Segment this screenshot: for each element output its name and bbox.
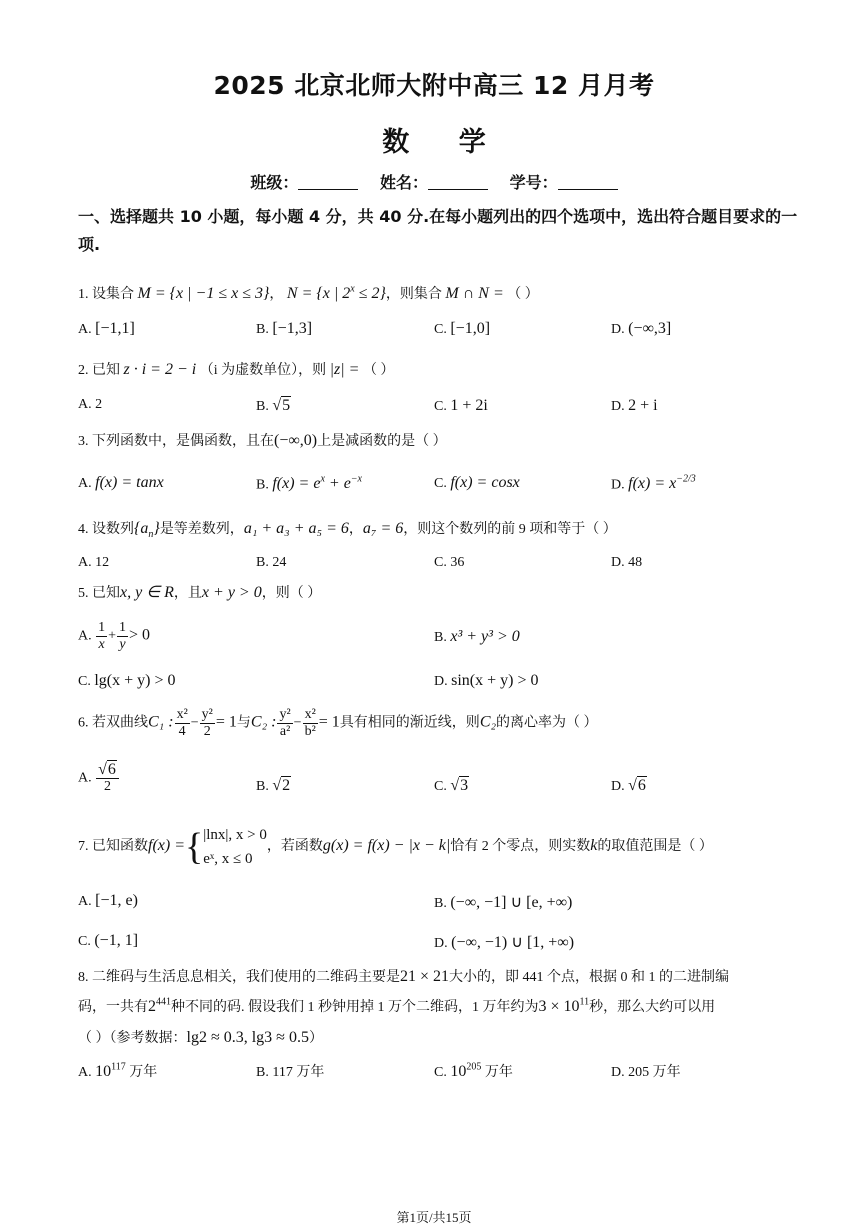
name-label: 姓名： <box>379 173 428 192</box>
q8-c-label: C. <box>434 1065 447 1080</box>
q7-option-d[interactable] <box>434 932 574 952</box>
q4-seq-open: {a <box>134 520 149 537</box>
q3-b-pre: f(x) = e <box>272 475 321 493</box>
q7-case-1: |lnx|, x > 0 <box>203 827 267 843</box>
q7-stem-c: 恰有 2 个零点，则实数 <box>450 839 591 855</box>
q3-stem: 3. 下列函数中，是偶函数，且在 <box>78 434 274 449</box>
q7-g: g(x) = f(x) − |x − k| <box>322 837 451 855</box>
q8-a-label: A. <box>78 1065 92 1080</box>
q6-frac3-num: y² <box>279 707 291 722</box>
class-label: 班级： <box>250 173 299 192</box>
q1-set-m: M = {x | −1 ≤ x ≤ 3} <box>137 285 270 302</box>
q8-power <box>148 998 171 1015</box>
q6-c-sqrt: √3 <box>450 777 469 794</box>
question-2 <box>78 359 394 379</box>
q1-c-label: C. <box>434 322 447 337</box>
q6-a-label: A. <box>78 770 92 786</box>
q7-c-value: (−1, 1] <box>94 932 139 949</box>
q2-stem: 2. 已知 <box>78 363 120 378</box>
q1-option-a[interactable] <box>78 320 135 338</box>
q6-option-b[interactable] <box>256 777 291 795</box>
q4-sequence <box>134 520 160 541</box>
q6-frac-y2-a2 <box>277 707 292 740</box>
q6-c-radicand: 3 <box>460 777 469 794</box>
q8-option-b[interactable]: B. 117 万年 <box>256 1065 325 1080</box>
q4-option-c[interactable]: C. 36 <box>434 555 465 570</box>
q6-option-a[interactable] <box>78 762 120 795</box>
q3-c-value: f(x) = cosx <box>450 474 520 491</box>
q2-b-label: B. <box>256 399 269 414</box>
q7-b-value: (−∞, −1] ∪ [e, +∞) <box>450 894 573 911</box>
q1-stem: 1. 设集合 <box>78 287 134 302</box>
q2-abs: |z| = <box>329 361 360 378</box>
q1-stem-c: ，则集合 <box>385 287 442 302</box>
q5-a-end: > 0 <box>129 626 151 644</box>
q7-c-label: C. <box>78 934 91 949</box>
question-6: 6. 若双曲线C₁ : $\frac{\text{x²}}{4}$ − $\frac{\text{y²}}{2}$ = 1与C₂ : $\frac{\text{y²}}{\text{a²}}$ − $\frac{\text{x²}}{\text{b²}}$ = 1具有相同的渐近线，则C₂的离心率为（ ） <box>78 707 598 739</box>
q3-d-exp: −2/3 <box>676 474 696 485</box>
q5-d-label: D. <box>434 674 448 689</box>
q4-sep: ， <box>348 522 363 537</box>
q1-option-d[interactable] <box>611 320 671 338</box>
q6-frac-x2-b2 <box>303 707 318 740</box>
q5-stem-b: ，且 <box>173 586 202 601</box>
q3-interval: (−∞,0) <box>274 432 318 449</box>
q6-b-sqrt: √2 <box>272 777 291 794</box>
q6-a-den: 2 <box>104 779 112 794</box>
q8-power-base: 2 <box>148 998 156 1015</box>
q4-stem: 4. 设数列 <box>78 522 134 537</box>
q7-d-label: D. <box>434 936 448 951</box>
q7-k: k <box>590 837 598 855</box>
q2-d-label: D. <box>611 399 625 414</box>
q7-cases <box>203 823 267 871</box>
q4-a7: a₇ = 6 <box>362 520 404 537</box>
q3-option-c[interactable] <box>434 474 520 492</box>
q3-c-label: C. <box>434 476 447 491</box>
q5-option-c[interactable] <box>78 672 176 690</box>
q3-a-value: f(x) = tanx <box>95 474 164 491</box>
q2-option-d[interactable] <box>611 397 658 415</box>
q8-seconds <box>539 998 590 1015</box>
question-4 <box>78 518 617 540</box>
class-blank[interactable] <box>298 175 358 190</box>
q3-d-pre: f(x) = x <box>628 475 677 493</box>
q6-a-frac <box>96 762 119 795</box>
q3-d-label: D. <box>611 477 625 493</box>
q5-a-frac1: $\frac{1}{x}$ <box>98 620 106 652</box>
q7-stem-b: ，若函数 <box>266 839 323 855</box>
q6-c-label: C. <box>434 779 447 794</box>
q2-option-c[interactable] <box>434 397 488 415</box>
q7-stem: 7. 已知函数 <box>78 839 148 855</box>
q6-d-label: D. <box>611 779 625 794</box>
q5-d-value: sin(x + y) > 0 <box>451 672 539 689</box>
q5-a-label: A. <box>78 628 92 644</box>
q1-b-label: B. <box>256 322 269 337</box>
q8-size: 21 × 21 <box>400 968 450 985</box>
q8-option-d[interactable]: D. 205 万年 <box>611 1065 681 1080</box>
q3-b-exp1: x <box>320 474 325 485</box>
q2-option-b[interactable] <box>256 397 291 415</box>
q2-paren: （ ） <box>362 363 395 378</box>
q8-power-exp: 441 <box>156 996 171 1008</box>
q6-a-sqrt: √6 <box>96 762 119 779</box>
q1-set-n <box>287 285 386 302</box>
question-8-line-1 <box>78 966 729 986</box>
q8-option-a[interactable] <box>78 1061 157 1081</box>
q7-option-a[interactable] <box>78 892 138 910</box>
q8-line3-b: ） <box>308 1031 323 1046</box>
q1-option-c[interactable] <box>434 320 490 338</box>
q4-option-d[interactable]: D. 48 <box>611 555 643 570</box>
q5-option-d[interactable] <box>434 672 539 690</box>
q6-stem-d: 的离心率为（ ） <box>496 715 598 731</box>
q6-frac1-den: 4 <box>178 724 186 739</box>
question-8-line-3 <box>78 1027 323 1047</box>
q5-option-b[interactable] <box>434 628 520 646</box>
q4-sum: a₁ + a₃ + a₅ = 6 <box>243 520 349 537</box>
q6-eq2-end: = 1 <box>318 713 340 731</box>
q1-b-value: [−1,3] <box>272 320 313 337</box>
q2-c-label: C. <box>434 399 447 414</box>
q3-b-mid: + e <box>324 475 351 493</box>
question-3 <box>78 430 447 450</box>
student-info-row <box>0 170 868 193</box>
q8-line2-b: 种不同的码. 假设我们 1 秒钟用掉 1 万个二维码，1 万年约为 <box>171 1000 539 1015</box>
q8-line3-a: （ ）（参考数据： <box>78 1031 187 1046</box>
q5-a-frac2: $\frac{1}{y}$ <box>119 620 127 652</box>
q6-b-radicand: 2 <box>282 777 291 794</box>
q2-stem-b: （i 为虚数单位），则 <box>199 363 327 378</box>
q3-b-exp2: −x <box>350 474 362 485</box>
q2-c-value: 1 + 2i <box>450 397 488 414</box>
q2-equation: z · i = 2 − i <box>123 361 197 378</box>
q5-cond: x + y > 0 <box>201 584 262 601</box>
q3-d-value <box>628 475 696 492</box>
q6-frac2-den: 2 <box>203 724 211 739</box>
q5-c-value: lg(x + y) > 0 <box>94 672 176 689</box>
q1-set-n-end: ≤ 2} <box>354 285 386 302</box>
q6-c1: C₁ : <box>148 713 174 731</box>
q5-xy: x, y ∈ R <box>120 584 174 601</box>
q1-option-b[interactable] <box>256 320 312 338</box>
q4-stem-d: ，则这个数列的前 9 项和等于（ ） <box>403 522 617 537</box>
q6-frac1-num: x² <box>176 707 188 722</box>
q1-c-value: [−1,0] <box>450 320 491 337</box>
q3-option-b[interactable] <box>256 474 362 493</box>
q7-b-label: B. <box>434 896 447 911</box>
q8-reference: lg2 ≈ 0.3, lg3 ≈ 0.5 <box>186 1029 309 1046</box>
q6-frac4-num: x² <box>304 707 316 722</box>
q7-d-value: (−∞, −1) ∪ [1, +∞) <box>451 934 575 951</box>
q7-case-2: eˣ, x ≤ 0 <box>203 851 253 867</box>
q1-d-label: D. <box>611 322 625 337</box>
q6-eq1-end: = 1 <box>215 713 237 731</box>
q3-option-a[interactable] <box>78 474 164 492</box>
q6-b-label: B. <box>256 779 269 794</box>
question-1 <box>78 283 539 303</box>
q7-stem-d: 的取值范围是（ ） <box>597 839 713 855</box>
q4-stem-b: 是等差数列， <box>159 522 244 537</box>
q6-stem: 6. 若双曲线 <box>78 715 148 731</box>
q8-c-power <box>450 1063 481 1080</box>
q8-line2-c: 秒，那么大约可以用 <box>589 1000 716 1015</box>
q6-stem-b: 与 <box>236 715 251 731</box>
q4-seq-sub: n <box>148 529 154 541</box>
q2-d-value: 2 + i <box>628 397 658 414</box>
q1-paren: （ ） <box>507 287 539 302</box>
exam-title: 2025 北京北师大附中高三 12 月月考 <box>213 71 655 100</box>
q6-frac4-den: b² <box>304 724 316 739</box>
q1-set-n-exp: x <box>350 283 355 295</box>
q6-d-sqrt: √6 <box>628 777 646 794</box>
q2-b-radicand: 5 <box>282 397 291 414</box>
q5-option-a[interactable]: A. $\frac{1}{x}$ + $\frac{1}{y}$ > 0 <box>78 620 151 652</box>
q8-line2-a: 码，一共有 <box>78 1000 148 1015</box>
question-7 <box>78 823 713 871</box>
q4-seq-close: } <box>153 520 160 537</box>
q3-b-value <box>272 475 362 492</box>
q7-a-label: A. <box>78 894 92 909</box>
q1-set-n-base: N = {x | 2 <box>286 285 351 302</box>
section-heading: 一、选择题共 10 小题，每小题 4 分，共 40 分.在每小题列出的四个选项中，选出符合题目要求的一项. <box>78 207 798 254</box>
q2-option-a[interactable]: A. 2 <box>78 397 103 412</box>
q5-b-label: B. <box>434 630 447 645</box>
q8-a-unit: 万年 <box>129 1065 158 1080</box>
q6-c2-ref: C₂ <box>479 713 497 731</box>
q8-seconds-base: 3 × 10 <box>538 998 580 1015</box>
q8-a-exp: 117 <box>111 1061 126 1073</box>
question-5 <box>78 582 321 602</box>
q3-option-d[interactable] <box>611 474 696 493</box>
q5-stem: 5. 已知 <box>78 586 120 601</box>
q7-a-value: [−1, e) <box>95 892 138 909</box>
q6-d-radicand: 6 <box>637 777 646 794</box>
q3-stem-b: 上是减函数的是（ ） <box>317 434 447 449</box>
q6-frac3-den: a² <box>279 724 291 739</box>
q6-frac-y2-2 <box>200 707 215 740</box>
q1-a-value: [−1,1] <box>95 320 135 337</box>
q2-b-sqrt: √5 <box>272 397 291 414</box>
q6-stem-c: 具有相同的渐近线，则 <box>339 715 480 731</box>
q1-a-label: A. <box>78 322 92 337</box>
q8-c-base: 10 <box>450 1063 467 1080</box>
q7-brace: { <box>185 826 204 868</box>
q8-line1-a: 8. 二维码与生活息息相关，我们使用的二维码主要是 <box>78 970 400 985</box>
id-label: 学号： <box>509 173 558 192</box>
q6-frac-x2-4 <box>175 707 190 740</box>
q6-frac2-num: y² <box>201 707 213 722</box>
exam-subject: 数 学 <box>382 127 486 158</box>
q8-seconds-exp: 11 <box>579 996 590 1008</box>
q1-intersection: M ∩ N = <box>445 285 504 302</box>
question-8-line-2 <box>78 996 715 1016</box>
q4-option-a[interactable]: A. 12 <box>78 555 110 570</box>
q6-option-d[interactable] <box>611 777 647 795</box>
q8-c-exp: 205 <box>466 1061 482 1073</box>
q7-option-b[interactable] <box>434 892 572 912</box>
q1-sep: ， <box>269 287 284 302</box>
q6-a-radicand: 6 <box>107 761 116 778</box>
q8-option-c[interactable] <box>434 1061 513 1081</box>
q3-b-label: B. <box>256 477 269 493</box>
q5-b-value: x³ + y³ > 0 <box>450 628 520 645</box>
q5-c-label: C. <box>78 674 91 689</box>
q3-a-label: A. <box>78 476 92 491</box>
q7-f: f(x) = <box>148 837 185 855</box>
q5-stem-c: ，则（ ） <box>261 586 322 601</box>
q1-d-value: (−∞,3] <box>628 320 672 337</box>
q6-c2: C₂ : <box>250 713 277 731</box>
q6-option-c[interactable] <box>434 777 469 795</box>
q8-a-power <box>95 1063 126 1080</box>
q8-c-unit: 万年 <box>484 1065 513 1080</box>
page-footer: 第1页/共15页 <box>396 1210 472 1225</box>
name-blank[interactable] <box>428 175 488 190</box>
q7-option-c[interactable] <box>78 932 138 950</box>
q8-a-base: 10 <box>95 1063 112 1080</box>
q8-line1-b: 大小的，即 441 个点，根据 0 和 1 的二进制编 <box>449 970 730 985</box>
id-blank[interactable] <box>558 175 618 190</box>
q4-option-b[interactable]: B. 24 <box>256 555 287 570</box>
